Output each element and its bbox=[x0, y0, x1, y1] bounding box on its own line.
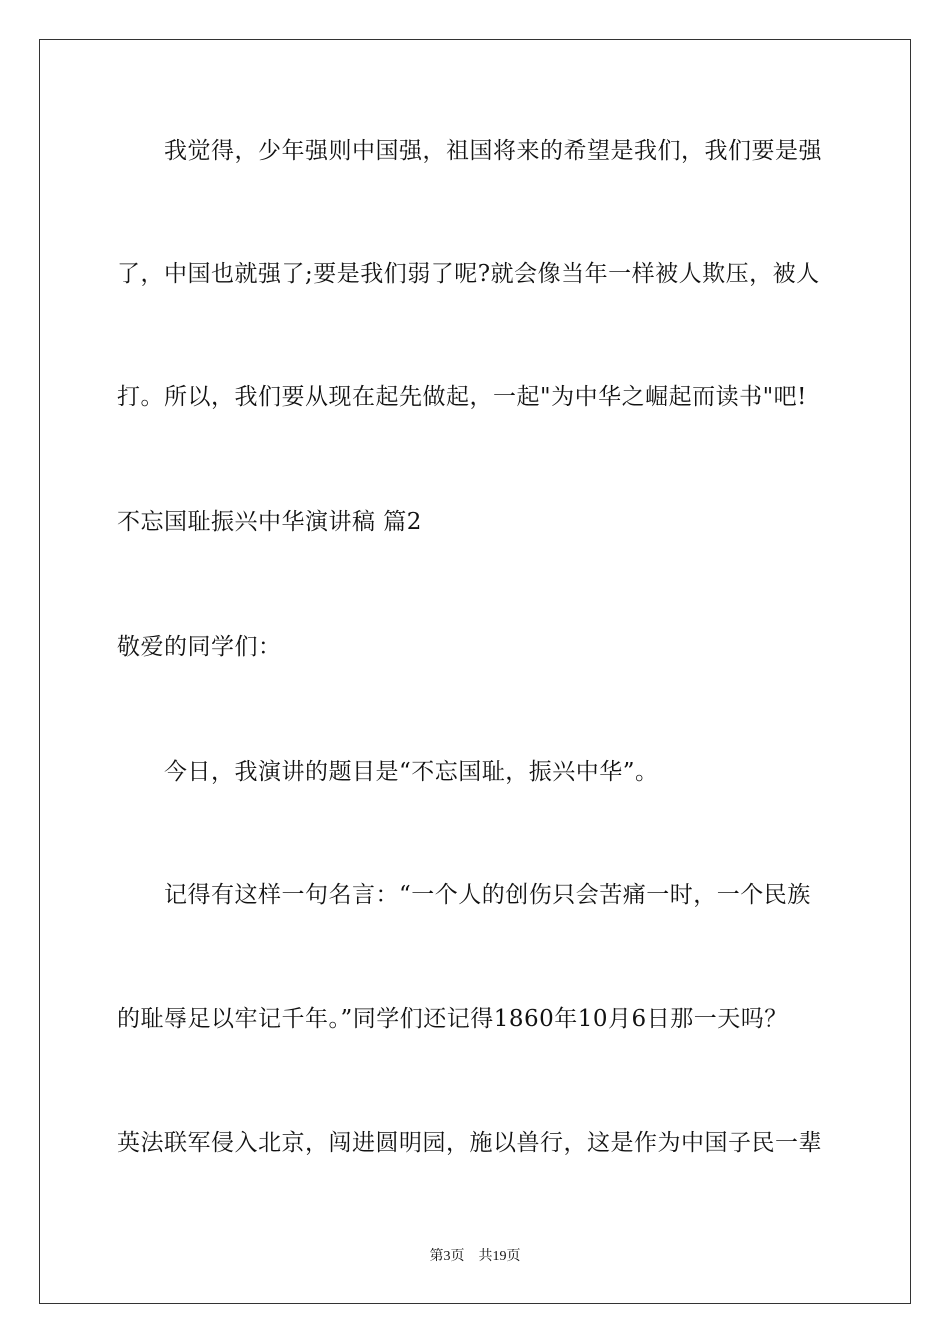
page-total: 共19页 bbox=[478, 1249, 521, 1264]
page-footer bbox=[0, 1248, 950, 1266]
salutation: 敬爱的同学们： bbox=[117, 634, 282, 660]
paragraph-line-4: 今日，我演讲的题目是“不忘国耻，振兴中华”。 bbox=[164, 759, 659, 785]
paragraph-line-7: 英法联军侵入北京，闯进圆明园，施以兽行，这是作为中国子民一辈 bbox=[117, 1130, 822, 1156]
page-frame bbox=[39, 39, 911, 1304]
paragraph-line-6: 的耻辱足以牢记千年。”同学们还记得1860年10月6日那一天吗？ bbox=[117, 1006, 788, 1032]
paragraph-line-2: 了，中国也就强了;要是我们弱了呢?就会像当年一样被人欺压，被人 bbox=[117, 261, 820, 287]
page-number: 第3页 bbox=[429, 1249, 465, 1264]
section-heading: 不忘国耻振兴中华演讲稿 篇2 bbox=[117, 509, 422, 535]
paragraph-line-3: 打。所以，我们要从现在起先做起，一起"为中华之崛起而读书"吧! bbox=[117, 384, 807, 410]
paragraph-line-1: 我觉得，少年强则中国强，祖国将来的希望是我们，我们要是强 bbox=[164, 138, 822, 164]
paragraph-line-5: 记得有这样一句名言：“一个人的创伤只会苦痛一时，一个民族 bbox=[164, 882, 811, 908]
